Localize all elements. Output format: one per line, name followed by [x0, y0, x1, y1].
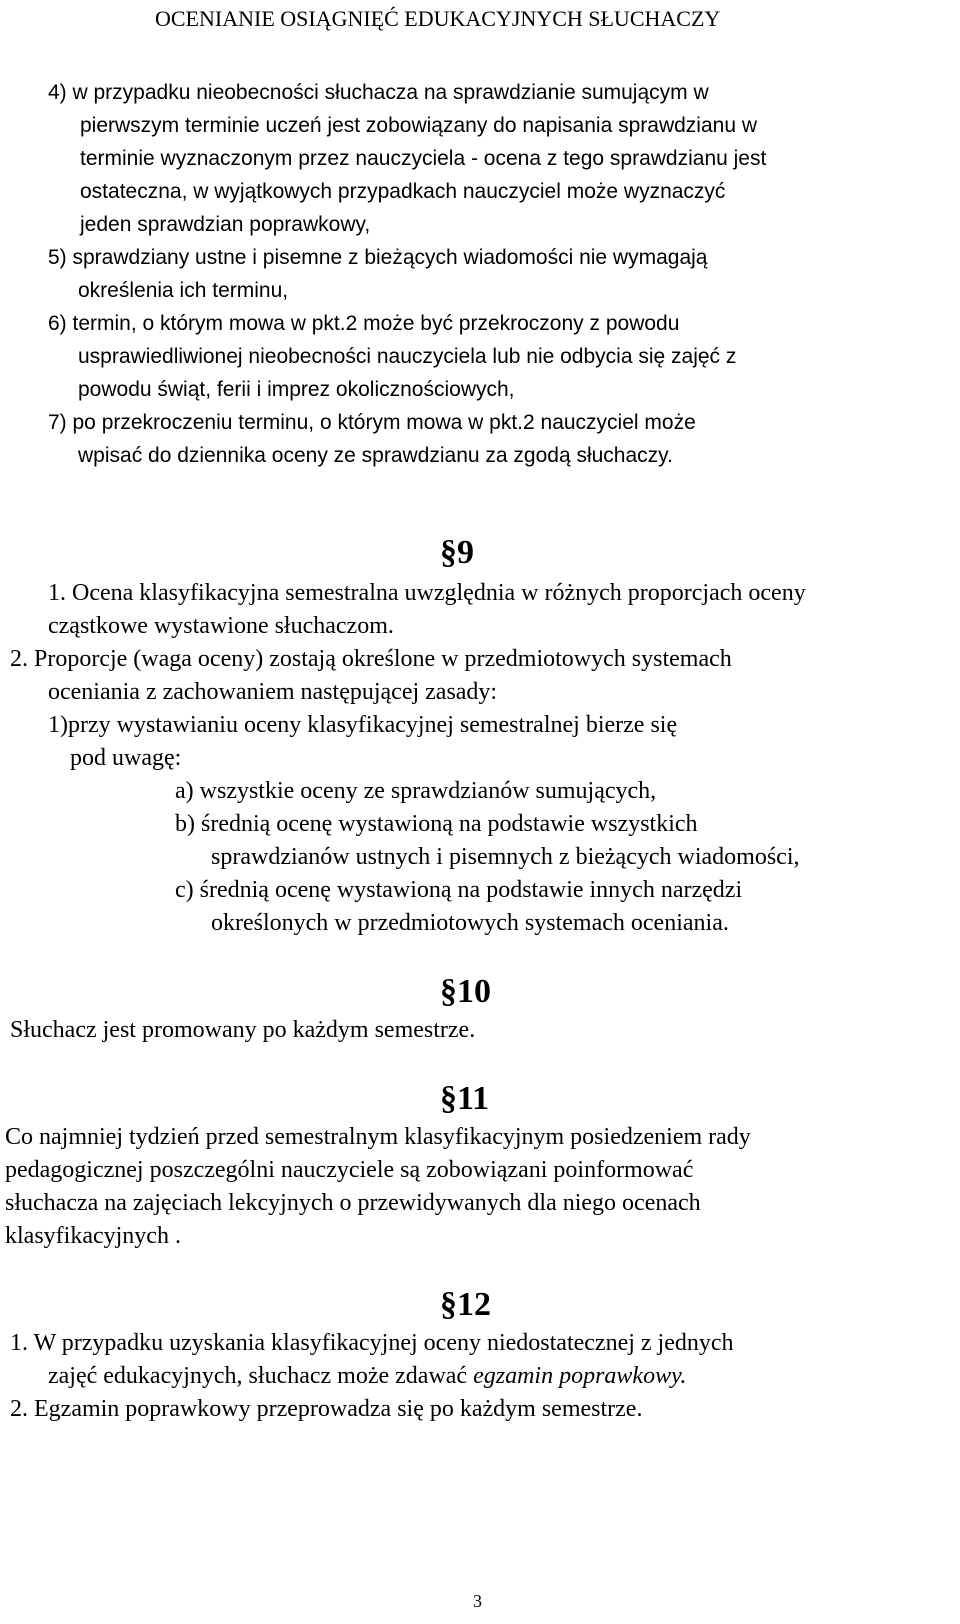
- text-line: 6) termin, o którym mowa w pkt.2 może być przekroczony z powodu: [48, 312, 680, 335]
- text-line: wpisać do dziennika oceny ze sprawdzianu za zgodą słuchaczy.: [78, 444, 673, 467]
- text-line: sprawdzianów ustnych i pisemnych z bieżących wiadomości,: [211, 844, 800, 870]
- text-line: powodu świąt, ferii i imprez okolicznościowych,: [78, 378, 515, 401]
- section-heading-11: §11: [440, 1080, 490, 1117]
- text-line: Co najmniej tydzień przed semestralnym klasyfikacyjnym posiedzeniem rady: [5, 1124, 751, 1150]
- text-line: pedagogicznej poszczególni nauczyciele są zobowiązani poinformować: [5, 1157, 694, 1183]
- text-line: 1)przy wystawianiu oceny klasyfikacyjnej semestralnej bierze się: [48, 712, 678, 738]
- text-line: określonych w przedmiotowych systemach oceniania.: [211, 910, 729, 936]
- text-line: terminie wyznaczonym przez nauczyciela - ocena z tego sprawdzianu jest: [80, 147, 767, 170]
- text-line: oceniania z zachowaniem następującej zasady:: [48, 679, 498, 705]
- text-line: klasyfikacyjnych .: [5, 1223, 181, 1249]
- text-line: 1. W przypadku uzyskania klasyfikacyjnej oceny niedostatecznej z jednych: [10, 1330, 734, 1356]
- section-heading-9: §9: [440, 534, 474, 571]
- text-line: pod uwagę:: [70, 745, 182, 771]
- text-line: [48, 1360, 686, 1393]
- page-number: 3: [473, 1591, 482, 1611]
- text-line: 1. Ocena klasyfikacyjna semestralna uwzględnia w różnych proporcjach oceny: [48, 580, 806, 606]
- text-span: zajęć edukacyjnych, słuchacz może zdawać: [48, 1363, 474, 1389]
- text-line: usprawiedliwionej nieobecności nauczyciela lub nie odbycia się zajęć z: [78, 345, 737, 368]
- page-header-title: OCENIANIE OSIĄGNIĘĆ EDUKACYJNYCH SŁUCHACZY: [155, 6, 721, 31]
- text-line: 2. Egzamin poprawkowy przeprowadza się po każdym semestrze.: [10, 1396, 643, 1422]
- text-line: jeden sprawdzian poprawkowy,: [80, 213, 371, 236]
- text-line: cząstkowe wystawione słuchaczom.: [48, 613, 394, 639]
- section-heading-10: §10: [440, 973, 491, 1010]
- italic-term: egzamin poprawkowy.: [473, 1363, 687, 1389]
- text-line: 7) po przekroczeniu terminu, o którym mowa w pkt.2 nauczyciel może: [48, 411, 696, 434]
- text-line: 5) sprawdziany ustne i pisemne z bieżących wiadomości nie wymagają: [48, 246, 708, 269]
- text-line: b) średnią ocenę wystawioną na podstawie wszystkich: [175, 811, 698, 837]
- text-line: 4) w przypadku nieobecności słuchacza na sprawdzianie sumującym w: [48, 81, 709, 104]
- text-line: Słuchacz jest promowany po każdym semestrze.: [10, 1017, 476, 1043]
- text-line: 2. Proporcje (waga oceny) zostają określone w przedmiotowych systemach: [10, 646, 732, 672]
- section-heading-12: §12: [440, 1286, 491, 1323]
- text-line: ostateczna, w wyjątkowych przypadkach nauczyciel może wyznaczyć: [80, 180, 726, 203]
- text-line: określenia ich terminu,: [78, 279, 289, 302]
- text-line: pierwszym terminie uczeń jest zobowiązany do napisania sprawdzianu w: [80, 114, 757, 137]
- text-line: c) średnią ocenę wystawioną na podstawie innych narzędzi: [175, 877, 743, 903]
- text-line: słuchacza na zajęciach lekcyjnych o przewidywanych dla niego ocenach: [5, 1190, 701, 1216]
- text-line: a) wszystkie oceny ze sprawdzianów sumujących,: [175, 778, 657, 804]
